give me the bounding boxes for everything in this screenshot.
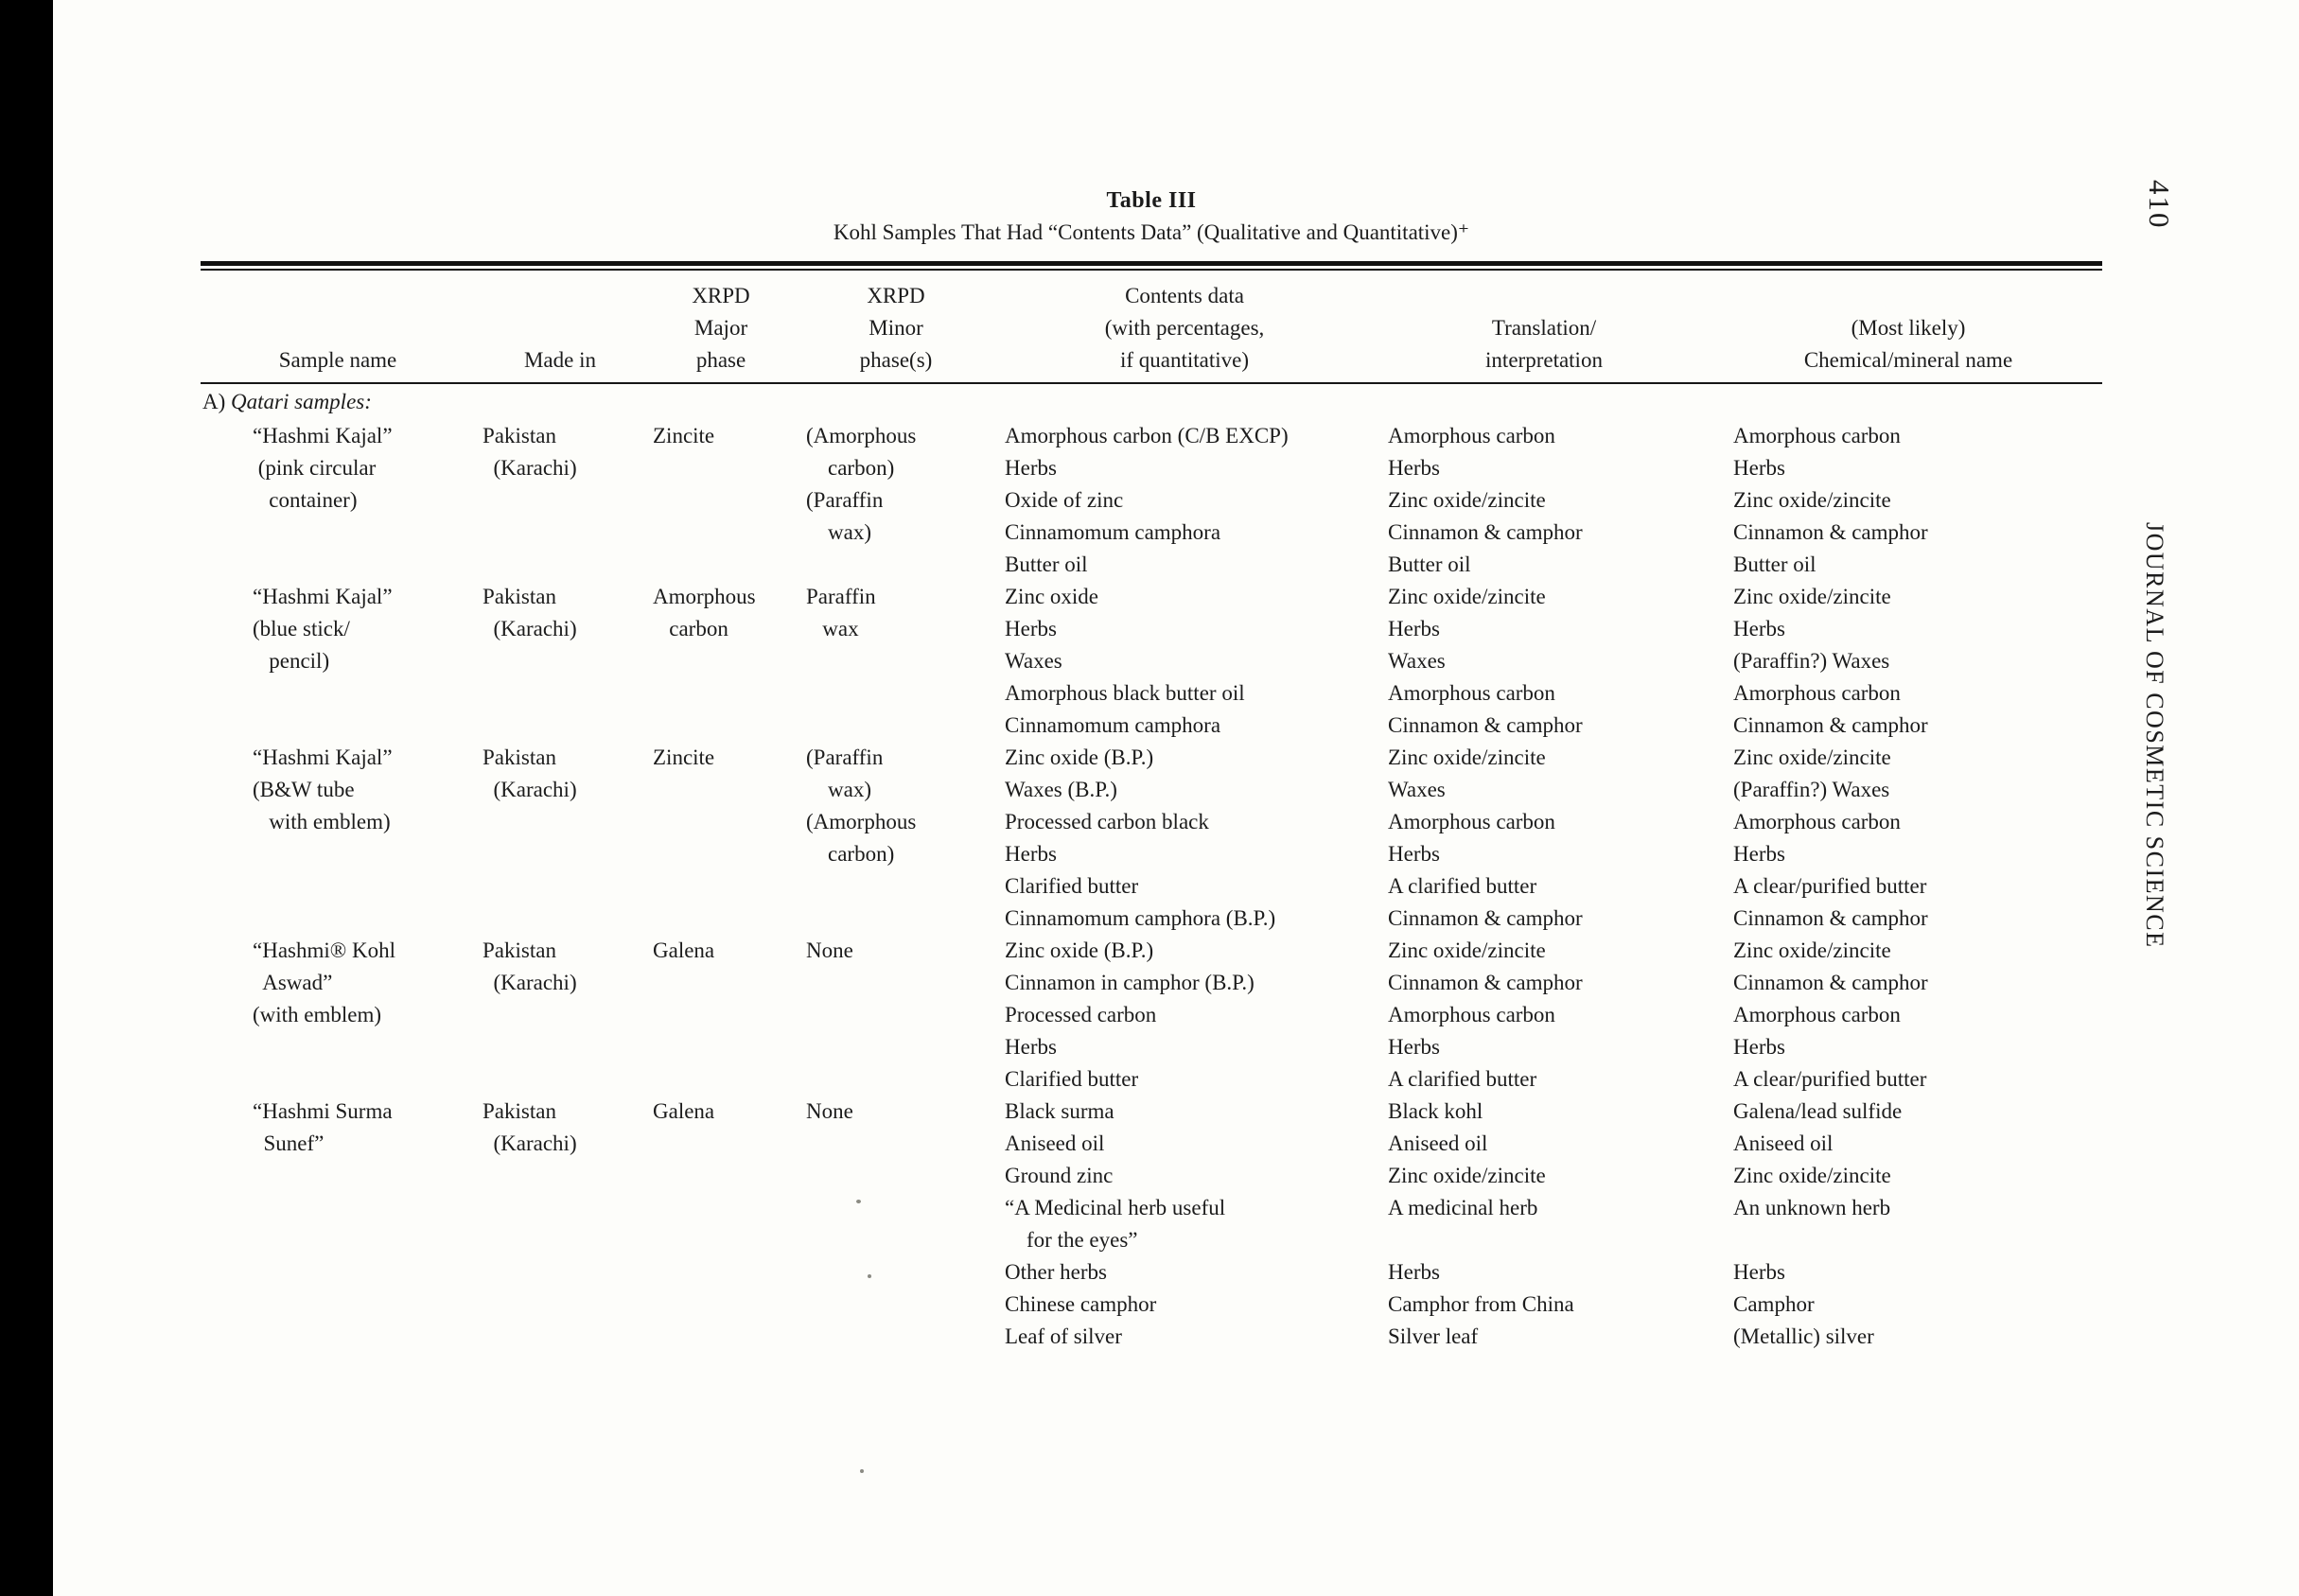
table-row — [201, 581, 2102, 742]
cell-line: (Amorphous — [806, 424, 917, 447]
column-header-line: (with percentages, — [1104, 316, 1265, 340]
cell-line: Herbs — [1733, 1260, 1785, 1284]
cell-line: Butter oil — [1005, 552, 1088, 576]
cell-contents — [995, 742, 1374, 935]
cell-line: Amorphous carbon — [1733, 1003, 1901, 1026]
column-header-sample-name — [201, 278, 475, 377]
table-row — [201, 935, 2102, 1096]
cell-sample-name — [201, 1096, 475, 1353]
cell-line: (Karachi) — [483, 1131, 577, 1155]
cell-translation — [1374, 420, 1714, 581]
cell-line: Herbs — [1005, 1035, 1057, 1059]
cell-line: Cinnamomum camphora — [1005, 713, 1221, 737]
cell-line: Black surma — [1005, 1099, 1114, 1123]
cell-line: None — [806, 938, 853, 962]
cell-line: Zinc oxide/zincite — [1733, 1164, 1891, 1187]
cell-line: Herbs — [1733, 617, 1785, 640]
cell-line: Herbs — [1005, 842, 1057, 866]
cell-made-in — [475, 581, 645, 742]
cell-line: Zinc oxide/zincite — [1733, 938, 1891, 962]
cell-chemical — [1714, 935, 2102, 1096]
cell-major-phase — [645, 420, 797, 581]
cell-line: Pakistan — [483, 1099, 556, 1123]
cell-minor-phase — [797, 581, 995, 742]
column-header-line: Minor — [869, 316, 923, 340]
cell-line: Amorphous carbon — [1388, 810, 1555, 833]
cell-line: for the eyes” — [1005, 1228, 1138, 1252]
cell-line: Waxes — [1005, 649, 1062, 673]
cell-line: “Hashmi Surma — [253, 1099, 393, 1123]
cell-line: Cinnamomum camphora (B.P.) — [1005, 906, 1276, 930]
cell-contents — [995, 935, 1374, 1096]
cell-line: Cinnamon in camphor (B.P.) — [1005, 971, 1255, 994]
cell-line: Aniseed oil — [1733, 1131, 1834, 1155]
column-header-line: XRPD — [867, 284, 925, 307]
cell-line: Zinc oxide/zincite — [1733, 488, 1891, 512]
cell-line: Zinc oxide (B.P.) — [1005, 745, 1154, 769]
cell-line: Cinnamon & camphor — [1388, 713, 1583, 737]
cell-line: Zincite — [653, 745, 715, 769]
cell-line: “Hashmi® Kohl — [253, 938, 395, 962]
cell-translation — [1374, 935, 1714, 1096]
cell-line: “Hashmi Kajal” — [253, 585, 393, 608]
cell-line: A medicinal herb — [1388, 1196, 1538, 1219]
cell-line: Paraffin — [806, 585, 876, 608]
cell-line: Butter oil — [1733, 552, 1816, 576]
cell-line: None — [806, 1099, 853, 1123]
cell-made-in — [475, 1096, 645, 1353]
column-header-minor-phase — [797, 278, 995, 377]
cell-translation — [1374, 1096, 1714, 1353]
cell-line: (Paraffin — [806, 745, 884, 769]
cell-line: with emblem) — [253, 810, 391, 833]
cell-line: Galena/lead sulfide — [1733, 1099, 1903, 1123]
section-heading — [201, 384, 2102, 420]
cell-chemical — [1714, 581, 2102, 742]
column-header-line: Sample name — [278, 348, 397, 372]
cell-line: carbon — [653, 617, 728, 640]
cell-line: Zinc oxide/zincite — [1733, 745, 1891, 769]
cell-line: Sunef” — [253, 1131, 325, 1155]
journal-title-vertical: JOURNAL OF COSMETIC SCIENCE — [2141, 522, 2168, 949]
column-header-line: Made in — [523, 348, 596, 372]
cell-line: (Karachi) — [483, 456, 577, 480]
cell-translation — [1374, 742, 1714, 935]
cell-line: Amorphous carbon — [1733, 681, 1901, 705]
cell-line: Amorphous carbon — [1388, 424, 1555, 447]
column-header-line: Chemical/mineral name — [1803, 348, 2013, 372]
cell-line: Clarified butter — [1005, 874, 1139, 898]
cell-line: Amorphous black butter oil — [1005, 681, 1245, 705]
cell-line: Cinnamon & camphor — [1388, 906, 1583, 930]
cell-line: Cinnamon & camphor — [1733, 713, 1928, 737]
cell-line: Waxes (B.P.) — [1005, 778, 1117, 801]
table-body — [201, 420, 2102, 1353]
cell-major-phase — [645, 1096, 797, 1353]
section-prefix: A) — [202, 390, 232, 413]
cell-sample-name — [201, 420, 475, 581]
cell-line: Other herbs — [1005, 1260, 1107, 1284]
cell-line: Amorphous carbon — [1388, 1003, 1555, 1026]
table-subtitle: Kohl Samples That Had “Contents Data” (Qualitative and Quantitative)⁺ — [833, 220, 1470, 244]
column-header-made-in — [475, 278, 645, 377]
cell-minor-phase — [797, 420, 995, 581]
cell-line: (with emblem) — [253, 1003, 382, 1026]
cell-line: wax) — [806, 520, 871, 544]
cell-line: Herbs — [1388, 456, 1440, 480]
cell-line: Zinc oxide/zincite — [1388, 488, 1546, 512]
cell-line: (Paraffin — [806, 488, 884, 512]
table-iii — [201, 185, 2102, 1353]
cell-line: Cinnamomum camphora — [1005, 520, 1221, 544]
cell-line: Zinc oxide/zincite — [1388, 938, 1546, 962]
column-header-line: XRPD — [692, 284, 750, 307]
cell-line: (pink circular — [253, 456, 377, 480]
cell-line: Aswad” — [253, 971, 333, 994]
cell-minor-phase — [797, 935, 995, 1096]
cell-line: Camphor — [1733, 1292, 1815, 1316]
cell-line: Clarified butter — [1005, 1067, 1139, 1091]
cell-line: Zinc oxide/zincite — [1388, 585, 1546, 608]
cell-minor-phase — [797, 1096, 995, 1353]
cell-line: wax — [806, 617, 859, 640]
cell-sample-name — [201, 742, 475, 935]
cell-line: Zincite — [653, 424, 715, 447]
cell-line: Herbs — [1733, 456, 1785, 480]
cell-line: (Metallic) silver — [1733, 1324, 1874, 1348]
cell-line: Pakistan — [483, 938, 556, 962]
column-header-line: phase(s) — [859, 348, 933, 372]
cell-line: Amorphous — [653, 585, 756, 608]
cell-line: container) — [253, 488, 358, 512]
cell-line: Zinc oxide — [1005, 585, 1098, 608]
cell-line: Amorphous carbon (C/B EXCP) — [1005, 424, 1289, 447]
cell-line: Cinnamon & camphor — [1388, 520, 1583, 544]
cell-major-phase — [645, 581, 797, 742]
column-header-major-phase — [645, 278, 797, 377]
cell-line — [1733, 1224, 2102, 1256]
cell-line: Herbs — [1388, 842, 1440, 866]
table-row — [201, 742, 2102, 935]
cell-line: A clear/purified butter — [1733, 874, 1927, 898]
cell-sample-name — [201, 581, 475, 742]
column-header-line: phase — [695, 348, 746, 372]
cell-made-in — [475, 420, 645, 581]
cell-line: Zinc oxide/zincite — [1388, 745, 1546, 769]
cell-line: (Paraffin?) Waxes — [1733, 649, 1890, 673]
cell-line: Leaf of silver — [1005, 1324, 1122, 1348]
cell-line: Herbs — [1733, 1035, 1785, 1059]
cell-line: carbon) — [806, 456, 895, 480]
scan-binding-strip — [0, 0, 53, 1596]
cell-made-in — [475, 742, 645, 935]
table-title: Table III — [1106, 188, 1197, 213]
scan-speck — [860, 1469, 864, 1473]
cell-line: Zinc oxide (B.P.) — [1005, 938, 1154, 962]
cell-line: Herbs — [1005, 617, 1057, 640]
cell-line: Cinnamon & camphor — [1388, 971, 1583, 994]
cell-chemical — [1714, 742, 2102, 935]
cell-line: Herbs — [1388, 1035, 1440, 1059]
cell-line: Pakistan — [483, 745, 556, 769]
cell-line: wax) — [806, 778, 871, 801]
cell-chemical — [1714, 420, 2102, 581]
cell-translation — [1374, 581, 1714, 742]
cell-line: Herbs — [1388, 617, 1440, 640]
cell-line: Cinnamon & camphor — [1733, 971, 1928, 994]
cell-line: “A Medicinal herb useful — [1005, 1196, 1226, 1219]
cell-line: Herbs — [1388, 1260, 1440, 1284]
cell-line: Aniseed oil — [1005, 1131, 1105, 1155]
cell-line: Butter oil — [1388, 552, 1471, 576]
cell-line: A clarified butter — [1388, 874, 1537, 898]
cell-line: Chinese camphor — [1005, 1292, 1157, 1316]
cell-line: Zinc oxide/zincite — [1388, 1164, 1546, 1187]
cell-line: Ground zinc — [1005, 1164, 1114, 1187]
column-header-line: Contents data — [1125, 284, 1244, 307]
column-header-translation — [1374, 278, 1714, 377]
column-header-contents — [995, 278, 1374, 377]
cell-line: (Karachi) — [483, 971, 577, 994]
cell-line: Cinnamon & camphor — [1733, 906, 1928, 930]
cell-line: Camphor from China — [1388, 1292, 1574, 1316]
cell-contents — [995, 581, 1374, 742]
cell-line: carbon) — [806, 842, 895, 866]
cell-line: (Karachi) — [483, 778, 577, 801]
column-header-line: interpretation — [1485, 348, 1603, 372]
cell-line: (Amorphous — [806, 810, 917, 833]
cell-line: (Paraffin?) Waxes — [1733, 778, 1890, 801]
cell-contents — [995, 420, 1374, 581]
cell-line: A clarified butter — [1388, 1067, 1537, 1091]
cell-line: A clear/purified butter — [1733, 1067, 1927, 1091]
cell-line: Waxes — [1388, 778, 1446, 801]
column-header-line: (Most likely) — [1851, 316, 1966, 340]
cell-line: pencil) — [253, 649, 330, 673]
table-row — [201, 420, 2102, 581]
table-row — [201, 1096, 2102, 1353]
cell-contents — [995, 1096, 1374, 1353]
table-header-row — [201, 278, 2102, 377]
top-rule — [201, 261, 2102, 271]
cell-minor-phase — [797, 742, 995, 935]
page-number: 410 — [2143, 180, 2176, 230]
column-header-line: Major — [693, 316, 748, 340]
cell-line: Aniseed oil — [1388, 1131, 1488, 1155]
cell-line: (blue stick/ — [253, 617, 350, 640]
cell-line: Herbs — [1733, 842, 1785, 866]
cell-line: “Hashmi Kajal” — [253, 424, 393, 447]
scan-speck — [868, 1274, 871, 1278]
cell-line: Processed carbon — [1005, 1003, 1157, 1026]
cell-line: Cinnamon & camphor — [1733, 520, 1928, 544]
cell-line: Galena — [653, 938, 715, 962]
cell-chemical — [1714, 1096, 2102, 1353]
cell-sample-name — [201, 935, 475, 1096]
cell-line — [1388, 1224, 1714, 1256]
section-label: Qatari samples: — [231, 390, 372, 413]
cell-line: An unknown herb — [1733, 1196, 1891, 1219]
cell-line: Herbs — [1005, 456, 1057, 480]
cell-line: Amorphous carbon — [1733, 810, 1901, 833]
cell-line: Pakistan — [483, 424, 556, 447]
cell-major-phase — [645, 935, 797, 1096]
cell-line: Galena — [653, 1099, 715, 1123]
cell-made-in — [475, 935, 645, 1096]
cell-line: Amorphous carbon — [1733, 424, 1901, 447]
cell-line: Amorphous carbon — [1388, 681, 1555, 705]
cell-line: Silver leaf — [1388, 1324, 1479, 1348]
cell-line: (B&W tube — [253, 778, 355, 801]
cell-major-phase — [645, 742, 797, 935]
cell-line: Processed carbon black — [1005, 810, 1209, 833]
cell-line: “Hashmi Kajal” — [253, 745, 393, 769]
cell-line: Waxes — [1388, 649, 1446, 673]
column-header-line: Translation/ — [1491, 316, 1597, 340]
cell-line: Black kohl — [1388, 1099, 1483, 1123]
scan-speck — [856, 1200, 861, 1203]
column-header-chemical — [1714, 278, 2102, 377]
cell-line: (Karachi) — [483, 617, 577, 640]
cell-line: Oxide of zinc — [1005, 488, 1124, 512]
column-header-line: if quantitative) — [1119, 348, 1250, 372]
cell-line: Zinc oxide/zincite — [1733, 585, 1891, 608]
cell-line: Pakistan — [483, 585, 556, 608]
